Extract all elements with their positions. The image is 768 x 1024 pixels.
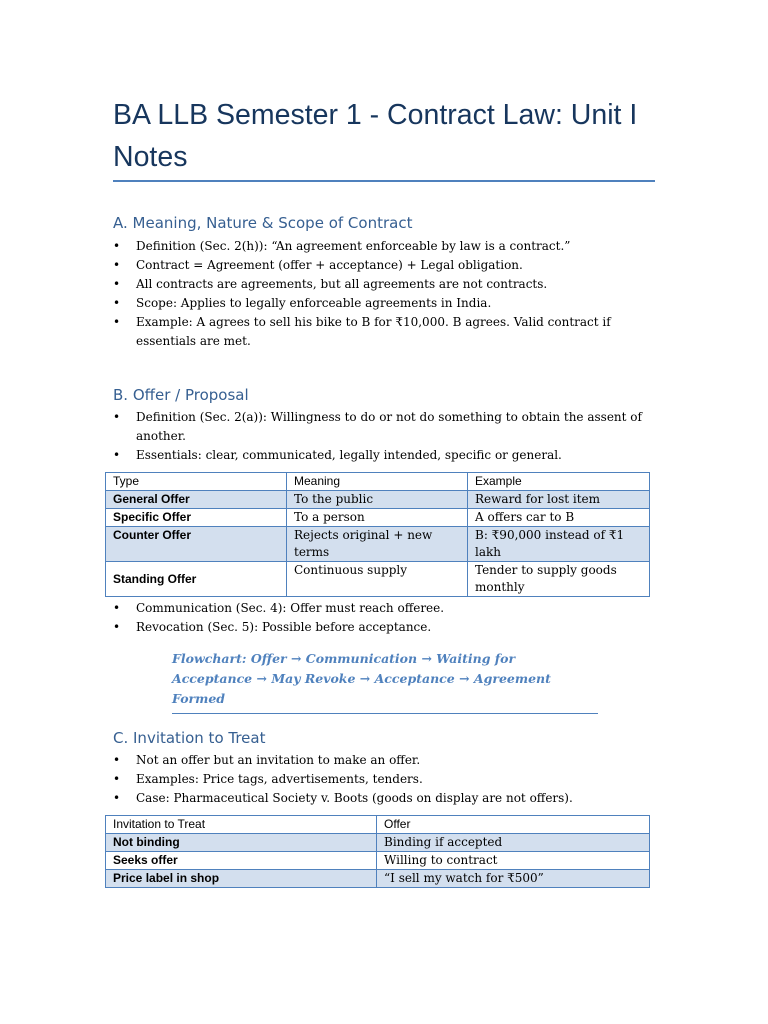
section-a-bullet-list bbox=[113, 237, 653, 351]
table-cell: Willing to contract bbox=[377, 852, 650, 870]
row-label: General Offer bbox=[106, 491, 287, 509]
table-cell: To a person bbox=[287, 509, 468, 527]
table-header-cell: Type bbox=[106, 473, 287, 491]
bullet-item: • Definition (Sec. 2(h)): “An agreement enforceable by law is a contract.” bbox=[113, 237, 653, 256]
table-cell: Binding if accepted bbox=[377, 834, 650, 852]
table-cell: Reward for lost item bbox=[468, 491, 650, 509]
row-label: Specific Offer bbox=[106, 509, 287, 527]
offer-types-table bbox=[105, 472, 650, 597]
bullet-item: • Contract = Agreement (offer + acceptance) + Legal obligation. bbox=[113, 256, 653, 275]
table-header-cell: Offer bbox=[377, 816, 650, 834]
bullet-item: • Essentials: clear, communicated, legally intended, specific or general. bbox=[113, 446, 653, 465]
table-header-cell: Invitation to Treat bbox=[106, 816, 377, 834]
row-label: Not binding bbox=[106, 834, 377, 852]
section-c-bullet-list bbox=[113, 751, 653, 808]
table-header-row bbox=[106, 816, 650, 834]
row-label: Standing Offer bbox=[106, 562, 287, 597]
bullet-item: • Communication (Sec. 4): Offer must reach offeree. bbox=[113, 599, 653, 618]
bullet-item: • Not an offer but an invitation to make an offer. bbox=[113, 751, 653, 770]
section-c-heading: C. Invitation to Treat bbox=[113, 729, 266, 747]
table-row bbox=[106, 491, 650, 509]
table-cell: To the public bbox=[287, 491, 468, 509]
document-title: BA LLB Semester 1 - Contract Law: Unit I Notes bbox=[113, 99, 638, 173]
bullet-item: • All contracts are agreements, but all agreements are not contracts. bbox=[113, 275, 653, 294]
bullet-item: • Examples: Price tags, advertisements, tenders. bbox=[113, 770, 653, 789]
title-underline bbox=[113, 180, 655, 182]
table-header-row bbox=[106, 473, 650, 491]
invitation-vs-offer-table bbox=[105, 815, 650, 888]
row-label: Price label in shop bbox=[106, 870, 377, 888]
table-cell: B: ₹90,000 instead of ₹1 lakh bbox=[468, 527, 650, 562]
flowchart-text: Flowchart: Offer → Communication → Waiting for Acceptance → May Revoke → Acceptance → Agreement Formed bbox=[172, 649, 598, 714]
table-row bbox=[106, 870, 650, 888]
bullet-item: • Definition (Sec. 2(a)): Willingness to do or not do something to obtain the assent of another. bbox=[113, 408, 653, 446]
table-row bbox=[106, 562, 650, 597]
row-label: Counter Offer bbox=[106, 527, 287, 562]
section-a-heading: A. Meaning, Nature & Scope of Contract bbox=[113, 214, 413, 232]
table-cell: A offers car to B bbox=[468, 509, 650, 527]
row-label: Seeks offer bbox=[106, 852, 377, 870]
table-header-cell: Example bbox=[468, 473, 650, 491]
table-row bbox=[106, 852, 650, 870]
table-row bbox=[106, 509, 650, 527]
table-cell: Rejects original + new terms bbox=[287, 527, 468, 562]
bullet-item: • Example: A agrees to sell his bike to B for ₹10,000. B agrees. Valid contract if essentials are met. bbox=[113, 313, 653, 351]
table-cell: Tender to supply goods monthly bbox=[468, 562, 650, 597]
table-cell: “I sell my watch for ₹500” bbox=[377, 870, 650, 888]
table-row bbox=[106, 527, 650, 562]
table-header-cell: Meaning bbox=[287, 473, 468, 491]
bullet-item: • Revocation (Sec. 5): Possible before acceptance. bbox=[113, 618, 653, 637]
section-b-bullet-list-after bbox=[113, 599, 653, 637]
section-b-bullet-list bbox=[113, 408, 653, 465]
section-b-heading: B. Offer / Proposal bbox=[113, 386, 249, 404]
bullet-item: • Scope: Applies to legally enforceable agreements in India. bbox=[113, 294, 653, 313]
table-cell: Continuous supply bbox=[287, 562, 468, 597]
bullet-item: • Case: Pharmaceutical Society v. Boots (goods on display are not offers). bbox=[113, 789, 653, 808]
table-row bbox=[106, 834, 650, 852]
